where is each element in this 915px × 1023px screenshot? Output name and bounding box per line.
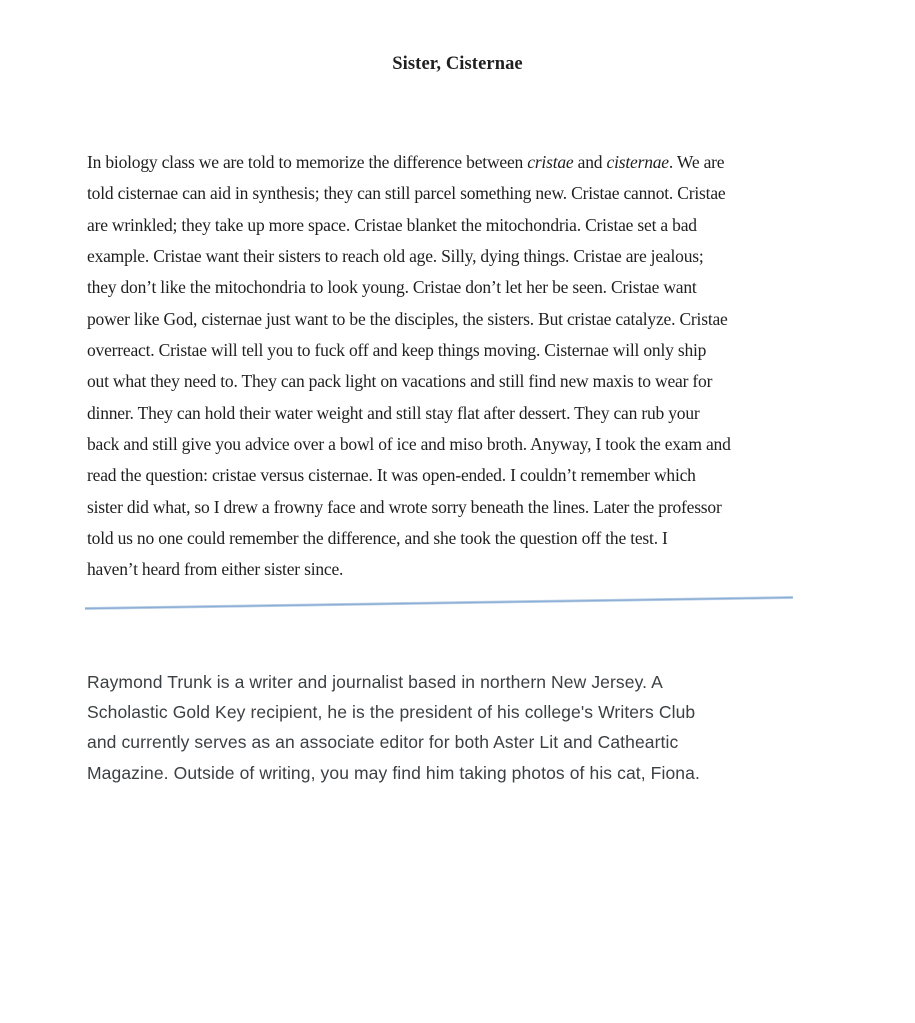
- text-line: [87, 492, 731, 523]
- text-line: [87, 460, 731, 491]
- text-line: [87, 366, 731, 397]
- text-segment: dinner. They can hold their water weight and still stay flat after dessert. They can rub your: [87, 402, 700, 423]
- text-line: [87, 727, 700, 757]
- author-bio: [87, 667, 700, 788]
- text-line: [87, 758, 700, 788]
- text-line: [87, 241, 731, 272]
- text-segment: told us no one could remember the difference, and she took the question off the test. I: [87, 528, 668, 549]
- text-segment: Magazine. Outside of writing, you may find him taking photos of his cat, Fiona.: [87, 762, 700, 783]
- text-line: [87, 335, 731, 366]
- text-line: [87, 178, 731, 209]
- text-segment: Scholastic Gold Key recipient, he is the president of his college's Writers Club: [87, 702, 696, 723]
- text-line: [87, 398, 731, 429]
- text-line: [87, 304, 731, 335]
- poem-body: [87, 147, 731, 586]
- text-segment: haven’t heard from either sister since.: [87, 559, 344, 580]
- text-line: [87, 523, 731, 554]
- text-segment: power like God, cisternae just want to be the disciples, the sisters. But cristae catalyze. Cristae: [87, 308, 728, 329]
- page-title: Sister, Cisternae: [392, 54, 523, 74]
- text-line: [87, 697, 700, 727]
- text-line: [87, 210, 731, 241]
- text-line: [87, 147, 731, 178]
- text-segment: and: [573, 152, 607, 172]
- text-segment: example. Cristae want their sisters to reach old age. Silly, dying things. Cristae are jealous;: [87, 246, 704, 267]
- text-segment: are wrinkled; they take up more space. Cristae blanket the mitochondria. Cristae set a bad: [87, 214, 697, 235]
- text-line: [87, 667, 700, 697]
- text-segment: back and still give you advice over a bowl of ice and miso broth. Anyway, I took the exam and: [87, 434, 731, 455]
- text-segment: they don’t like the mitochondria to look young. Cristae don’t let her be seen. Cristae want: [87, 277, 697, 298]
- text-segment: out what they need to. They can pack light on vacations and still find new maxis to wear for: [87, 371, 713, 392]
- text-segment: told cisternae can aid in synthesis; they can still parcel something new. Cristae cannot. Cristae: [87, 183, 726, 204]
- text-segment: In biology class we are told to memorize the difference between: [87, 152, 528, 172]
- italic-text-segment: cristae: [527, 152, 574, 172]
- text-line: [87, 272, 731, 303]
- text-segment: overreact. Cristae will tell you to fuck off and keep things moving. Cisternae will only ship: [87, 340, 707, 361]
- divider-line: [85, 596, 793, 609]
- text-segment: Raymond Trunk is a writer and journalist based in northern New Jersey. A: [87, 672, 663, 692]
- text-segment: and currently serves as an associate editor for both Aster Lit and Catheartic: [87, 732, 679, 753]
- text-segment: sister did what, so I drew a frowny face and wrote sorry beneath the lines. Later the professor: [87, 496, 722, 517]
- text-line: [87, 429, 731, 460]
- text-line: [87, 554, 731, 585]
- text-segment: read the question: cristae versus cisternae. It was open-ended. I couldn’t remember which: [87, 465, 696, 486]
- italic-text-segment: cisternae: [606, 152, 669, 172]
- text-segment: . We are: [668, 152, 725, 172]
